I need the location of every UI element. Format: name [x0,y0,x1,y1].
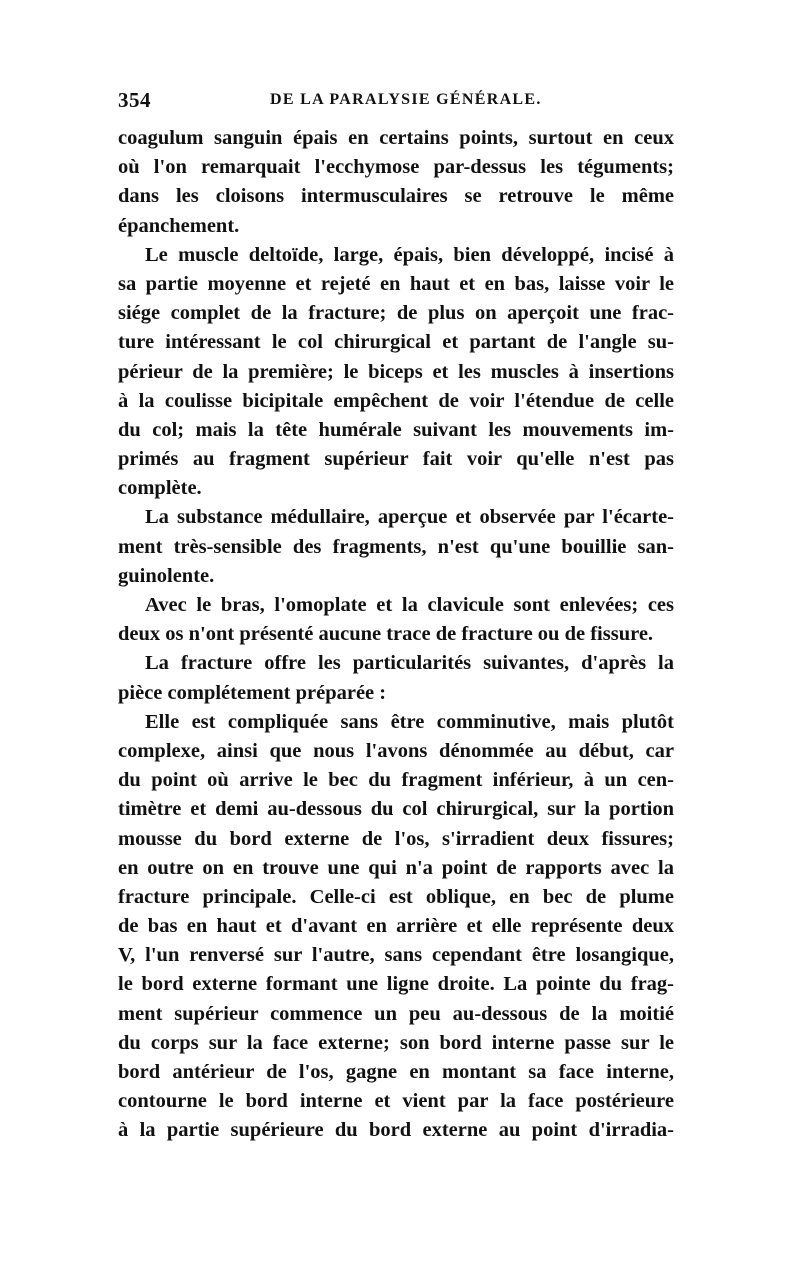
text-line: timètre et demi au-dessous du col chirurgical, sur la portion [118,798,674,821]
text-line: où l'on remarquait l'ecchymose par-dessus les téguments; [118,156,674,179]
text-line: fracture principale. Celle-ci est oblique, en bec de plume [118,885,674,908]
page-number: 354 [118,88,151,112]
text-line: coagulum sanguin épais en certains points, surtout en ceux [118,127,674,149]
text-line: du point où arrive le bec du fragment inférieur, à un cen- [118,769,674,792]
paragraph-end-line: épanchement. [118,214,240,237]
paragraph-start-line: Avec le bras, l'omoplate et la clavicule sont enlevées; ces [145,594,674,616]
paragraph-start-line: Elle est compliquée sans être comminutive, mais plutôt [145,710,674,733]
text-line: ment très-sensible des fragments, n'est qu'une bouillie san- [118,535,674,558]
text-line: de bas en haut et d'avant en arrière et elle représente deux [118,915,674,938]
text-line: mousse du bord externe de l'os, s'irradient deux fissures; [118,827,674,850]
paragraph-end-line: pièce complétement préparée : [118,681,387,704]
paragraph-start-line: La substance médullaire, aperçue et observée par l'écarte- [145,506,674,529]
body-text [118,124,674,1146]
text-line: ture intéressant le col chirurgical et partant de l'angle su- [118,331,674,354]
text-line: du corps sur la face externe; son bord interne passe sur le [118,1031,674,1054]
text-line: le bord externe formant une ligne droite. La pointe du frag- [118,973,674,996]
text-line: à la coulisse bicipitale empêchent de voir l'étendue de celle [118,389,674,412]
text-line: siége complet de la fracture; de plus on aperçoit une frac- [118,302,674,325]
running-header [118,88,678,118]
text-line: du col; mais la tête humérale suivant les mouvements im- [118,418,674,441]
text-line: dans les cloisons intermusculaires se retrouve le même [118,185,674,208]
paragraph-end-line: guinolente. [118,564,215,587]
text-line: contourne le bord interne et vient par la face postérieure [118,1090,674,1113]
text-line: bord antérieur de l'os, gagne en montant sa face interne, [118,1061,674,1083]
paragraph-start-line: La fracture offre les particularités suivantes, d'après la [145,652,674,675]
text-line: ment supérieur commence un peu au-dessous de la moitié [118,1002,674,1025]
running-title: DE LA PARALYSIE GÉNÉRALE. [270,91,542,108]
text-line: V, l'un renversé sur l'autre, sans cependant être losangique, [118,944,674,967]
text-line: à la partie supérieure du bord externe au point d'irradia- [118,1119,674,1142]
text-line: sa partie moyenne et rejeté en haut et en bas, laisse voir le [118,272,674,295]
paragraph-end-line: complète. [118,477,202,500]
text-line: en outre on en trouve une qui n'a point de rapports avec la [118,856,674,879]
text-line: complexe, ainsi que nous l'avons dénommée au début, car [118,739,674,762]
paragraph-start-line: Le muscle deltoïde, large, épais, bien développé, incisé à [145,243,674,266]
text-line: périeur de la première; le biceps et les muscles à insertions [118,360,674,383]
text-line: primés au fragment supérieur fait voir qu'elle n'est pas [118,448,674,471]
paragraph-end-line: deux os n'ont présenté aucune trace de fracture ou de fissure. [118,623,654,646]
